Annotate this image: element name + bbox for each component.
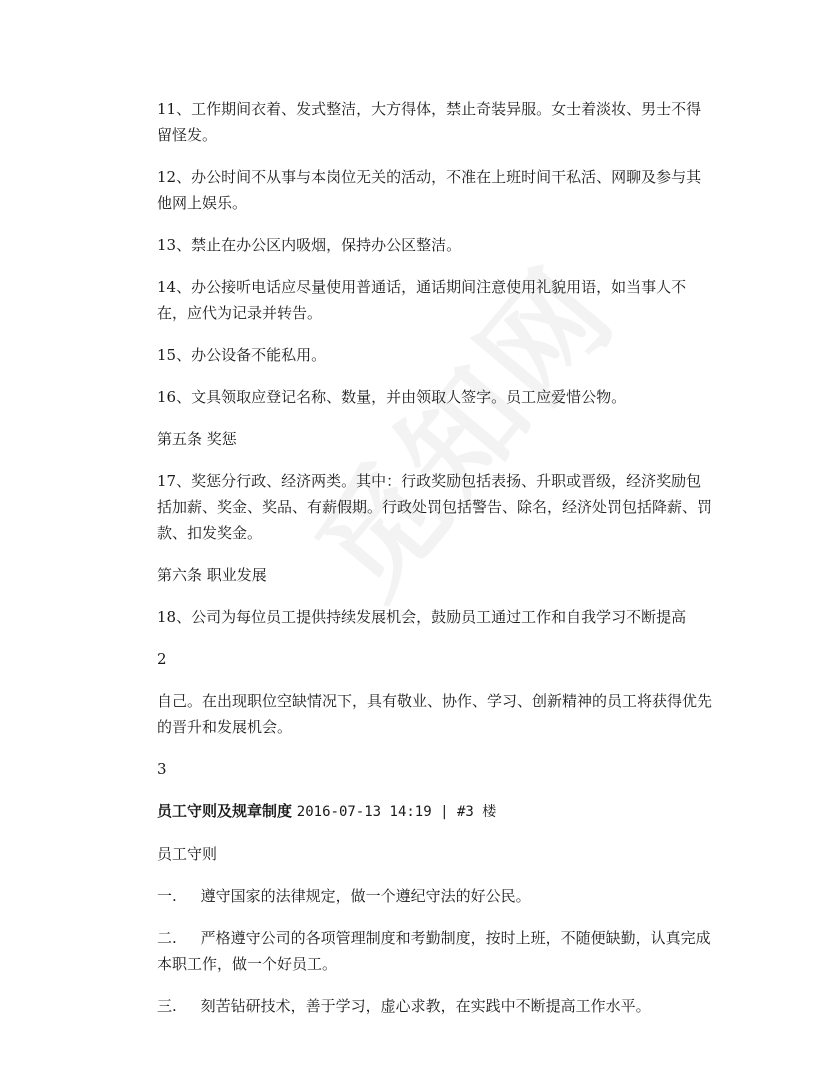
- section-5-heading: 第五条 奖惩: [157, 430, 237, 448]
- rule-16: 16、文具领取应登记名称、数量，并由领取人签字。员工应爱惜公物。: [157, 388, 627, 406]
- code-item-1: [157, 883, 713, 909]
- code-item-number: 三.: [157, 997, 177, 1015]
- code-item-2: [157, 925, 713, 977]
- rule-12: 12、办公时间不从事与本岗位无关的活动，不准在上班时间干私活、网聊及参与其他网上娱乐。: [157, 168, 702, 212]
- post-title: 员工守则及规章制度: [157, 802, 293, 820]
- code-item-text: 遵守国家的法律规定，做一个遵纪守法的好公民。: [200, 887, 531, 905]
- code-item-number: 二.: [157, 929, 177, 947]
- continued-paragraph: 自己。在出现职位空缺情况下，具有敬业、协作、学习、创新精神的员工将获得优先的晋升和发展机会。: [157, 692, 713, 736]
- rule-18: 18、公司为每位员工提供持续发展机会，鼓励员工通过工作和自我学习不断提高: [157, 608, 687, 626]
- rule-13: 13、禁止在办公区内吸烟，保持办公区整洁。: [157, 236, 462, 254]
- code-item-text: 刻苦钻研技术，善于学习，虚心求教，在实践中不断提高工作水平。: [200, 997, 651, 1015]
- code-title: 员工守则: [157, 845, 218, 863]
- code-item-number: 一.: [157, 887, 177, 905]
- rule-11: 11、工作期间衣着、发式整洁，大方得体，禁止奇装异服。女士着淡妆、男士不得留怪发。: [157, 100, 702, 144]
- code-item-3: [157, 993, 713, 1019]
- post-header: [157, 798, 713, 825]
- rule-17: 17、奖惩分行政、经济两类。其中：行政奖励包括表扬、升职或晋级，经济奖励包括加薪、奖金、奖品、有薪假期。行政处罚包括警告、除名，经济处罚包括降薪、罚款、扣发奖金。: [157, 472, 713, 542]
- post-meta: 2016-07-13 14:19 | #3 楼: [296, 804, 497, 820]
- page-number: 3: [157, 760, 167, 778]
- page-number: 2: [157, 650, 167, 668]
- section-6-heading: 第六条 职业发展: [157, 566, 267, 584]
- rule-14: 14、办公接听电话应尽量使用普通话，通话期间注意使用礼貌用语，如当事人不在，应代为记录并转告。: [157, 278, 687, 322]
- rule-15: 15、办公设备不能私用。: [157, 346, 327, 364]
- code-item-text: 严格遵守公司的各项管理制度和考勤制度，按时上班，不随便缺勤，认真完成本职工作，做一个好员工。: [157, 929, 711, 973]
- document-body: [157, 96, 713, 1019]
